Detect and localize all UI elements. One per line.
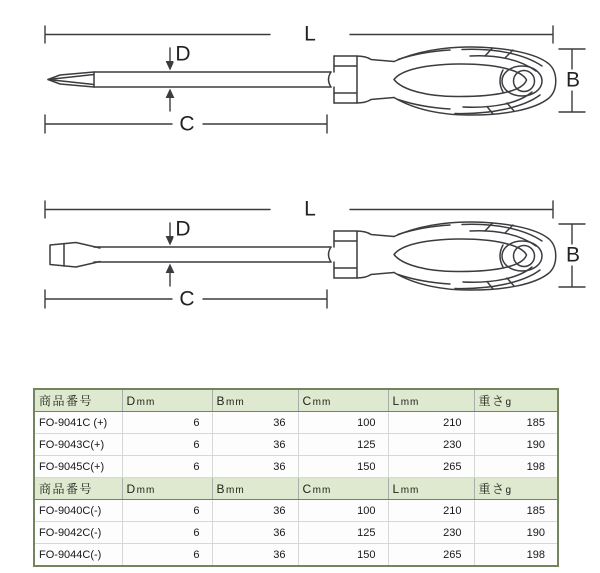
dim-label-overall-length: L [304,197,316,221]
spec-value: 36 [212,500,298,522]
spec-value: 210 [388,412,474,434]
spec-value: 6 [122,456,212,478]
spec-value: 190 [474,434,558,456]
column-header: 重さg [474,389,558,412]
spec-value: 36 [212,412,298,434]
spec-value: 125 [298,434,388,456]
spec-row [34,522,558,544]
slotted-drawing [0,179,600,319]
spec-value: 230 [388,434,474,456]
column-header: 重さg [474,478,558,500]
spec-table-body [34,389,558,566]
spec-header-row [34,478,558,500]
dim-label-shaft-length: C [179,112,195,136]
dim-label-shaft-length: C [179,287,195,311]
product-code: FO-9045C(+) [34,456,122,478]
spec-value: 36 [212,544,298,567]
dim-label-overall-length: L [304,22,316,46]
product-code: FO-9042C(-) [34,522,122,544]
column-header: 商品番号 [34,478,122,500]
spec-value: 150 [298,456,388,478]
product-code: FO-9040C(-) [34,500,122,522]
spec-header-row [34,389,558,412]
flat-blade-tip [50,243,100,268]
spec-value: 100 [298,412,388,434]
product-code: FO-9043C(+) [34,434,122,456]
column-header: Bmm [212,478,298,500]
slotted-screwdriver-diagram [0,179,600,319]
spec-value: 100 [298,500,388,522]
spec-value: 210 [388,500,474,522]
spec-row [34,500,558,522]
spec-value: 36 [212,434,298,456]
column-header: 商品番号 [34,389,122,412]
spec-value: 6 [122,434,212,456]
spec-value: 36 [212,456,298,478]
spec-row [34,544,558,567]
spec-value: 6 [122,412,212,434]
dim-label-handle-diameter: B [565,243,581,267]
column-header: Bmm [212,389,298,412]
spec-value: 190 [474,522,558,544]
spec-value: 185 [474,412,558,434]
spec-value: 6 [122,544,212,567]
column-header: Cmm [298,389,388,412]
spec-row [34,456,558,478]
product-code: FO-9041C (+) [34,412,122,434]
spec-value: 36 [212,522,298,544]
handle-outline [329,47,556,115]
dim-label-handle-diameter: B [565,68,581,92]
phillips-drawing [0,4,600,144]
spec-value: 6 [122,522,212,544]
spec-row [34,412,558,434]
column-header: Dmm [122,389,212,412]
column-header: Lmm [388,478,474,500]
spec-value: 265 [388,456,474,478]
spec-table [33,388,559,567]
spec-value: 265 [388,544,474,567]
product-code: FO-9044C(-) [34,544,122,567]
spec-value: 6 [122,500,212,522]
column-header: Lmm [388,389,474,412]
spec-value: 125 [298,522,388,544]
phillips-screwdriver-diagram [0,4,600,144]
dim-label-shaft-diameter: D [175,217,191,241]
spec-value: 198 [474,456,558,478]
column-header: Dmm [122,478,212,500]
spec-value: 230 [388,522,474,544]
column-header: Cmm [298,478,388,500]
spec-value: 185 [474,500,558,522]
phillips-tip [48,72,94,87]
spec-value: 198 [474,544,558,567]
spec-row [34,434,558,456]
spec-value: 150 [298,544,388,567]
dim-label-shaft-diameter: D [175,42,191,66]
handle-outline [329,222,556,290]
